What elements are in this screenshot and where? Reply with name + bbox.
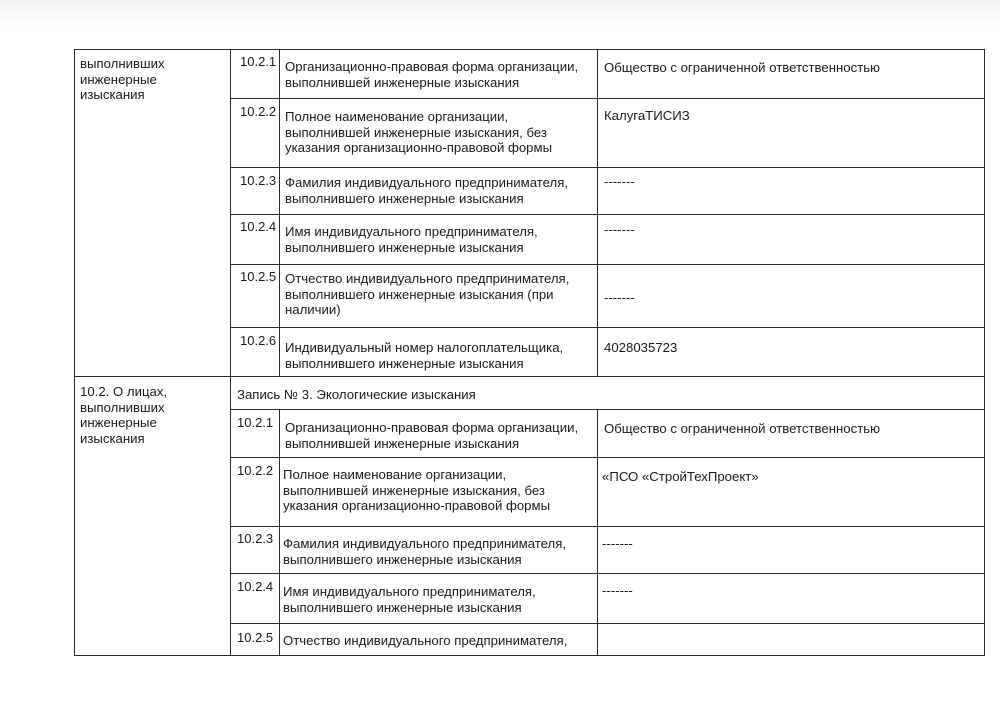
scan-shadow: [0, 0, 1000, 30]
row-number: 10.2.3: [240, 173, 277, 188]
table-border-left: [74, 49, 75, 656]
row-label: Фамилия индивидуального предпринимателя, выполнившего инженерные изыскания: [285, 175, 569, 206]
row-divider: [230, 623, 985, 624]
row-value: -------: [602, 583, 633, 598]
row-divider: [230, 457, 985, 458]
row-number: 10.2.2: [240, 104, 277, 119]
table-border-bottom: [74, 655, 985, 656]
row-number: 10.2.5: [240, 269, 277, 284]
table-border-right: [984, 49, 985, 656]
column-divider: [279, 409, 280, 656]
row-label: Фамилия индивидуального предпринимателя, выполнившего инженерные изыскания: [283, 536, 567, 567]
row-value: -------: [602, 536, 633, 551]
row-divider: [230, 573, 985, 574]
row-divider: [230, 214, 985, 215]
row-divider: [230, 98, 985, 99]
column-divider: [279, 49, 280, 377]
row-label: Отчество индивидуального предпринимателя,: [283, 633, 568, 648]
row-divider: [230, 526, 985, 527]
row-number: 10.2.4: [237, 579, 274, 594]
row-number: 10.2.4: [240, 219, 277, 234]
column-divider: [597, 49, 598, 377]
section-label: выполнивших инженерные изыскания: [80, 56, 165, 103]
row-value: -------: [604, 174, 635, 189]
row-number: 10.2.1: [237, 415, 274, 430]
row-value: 4028035723: [604, 340, 678, 355]
row-label: Индивидуальный номер налогоплательщика, выполнившего инженерные изыскания: [285, 340, 564, 371]
row-number: 10.2.2: [237, 463, 274, 478]
row-label: Полное наименование организации, выполнившей инженерные изыскания, без указания организационно-правовой формы: [285, 109, 553, 156]
column-divider: [230, 49, 231, 656]
row-label: Отчество индивидуального предпринимателя, выполнившего инженерные изыскания (при наличии): [285, 271, 570, 318]
section-label: 10.2. О лицах, выполнивших инженерные изыскания: [80, 384, 168, 446]
column-divider: [597, 409, 598, 656]
row-number: 10.2.1: [240, 54, 277, 69]
row-divider: [230, 327, 985, 328]
row-divider: [230, 264, 985, 265]
row-divider: [230, 409, 985, 410]
row-value: «ПСО «СтройТехПроект»: [602, 469, 759, 484]
row-divider: [230, 167, 985, 168]
row-label: Полное наименование организации, выполнившей инженерные изыскания, без указания организационно-правовой формы: [283, 467, 551, 514]
table-border-top: [74, 49, 985, 50]
row-value: Общество с ограниченной ответственностью: [604, 60, 881, 75]
record-title: Запись № 3. Экологические изыскания: [237, 387, 476, 402]
row-value: Общество с ограниченной ответственностью: [604, 421, 881, 436]
row-label: Имя индивидуального предпринимателя, выполнившего инженерные изыскания: [285, 224, 538, 255]
row-number: 10.2.3: [237, 531, 274, 546]
row-value: -------: [604, 222, 635, 237]
row-value: -------: [604, 290, 635, 305]
row-label: Организационно-правовая форма организации, выполнившей инженерные изыскания: [285, 420, 579, 451]
row-value: КалугаТИСИЗ: [604, 108, 690, 123]
row-number: 10.2.6: [240, 333, 277, 348]
section-divider: [74, 376, 985, 377]
row-label: Имя индивидуального предпринимателя, выполнившего инженерные изыскания: [283, 584, 536, 615]
row-label: Организационно-правовая форма организации, выполнившей инженерные изыскания: [285, 59, 579, 90]
row-number: 10.2.5: [237, 630, 274, 645]
